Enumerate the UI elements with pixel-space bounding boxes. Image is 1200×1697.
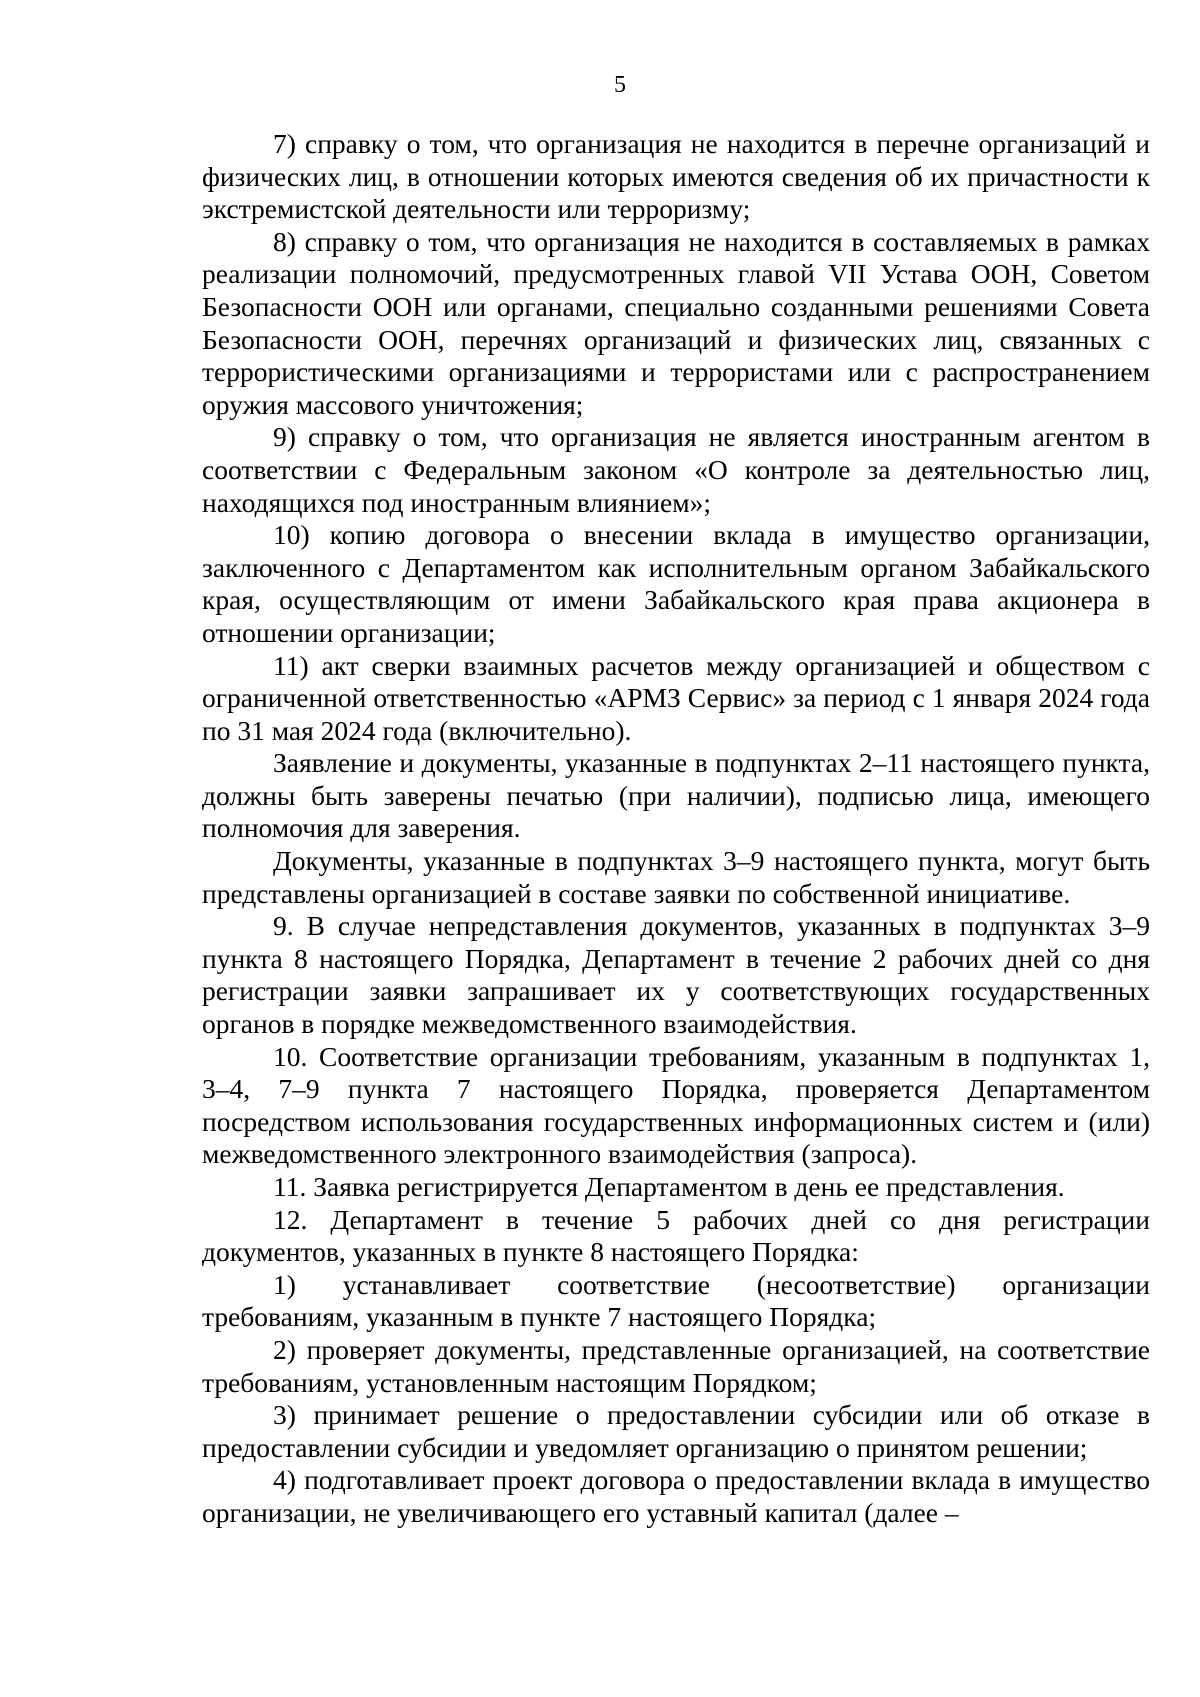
- page-number: 5: [614, 72, 626, 98]
- paragraph-clause-10: 10. Соответствие организации требованиям, указанным в подпунктах 1, 3–4, 7–9 пункта 7 настоящего Порядка, проверяется Департаментом посредством использования государственных информационных систем и (или) межведомственного электронного взаимодействия (запроса).: [202, 1040, 1150, 1170]
- paragraph-clause-9: 9. В случае непредставления документов, указанных в подпунктах 3–9 пункта 8 настоящего Порядка, Департамент в течение 2 рабочих дней со дня регистрации заявки запрашивает их у соответствующих государственных органов в порядке межведомственного взаимодействия.: [202, 910, 1150, 1040]
- paragraph-clause-12: 12. Департамент в течение 5 рабочих дней со дня регистрации документов, указанных в пункте 8 настоящего Порядка:: [202, 1203, 1150, 1268]
- paragraph-item-11: 11) акт сверки взаимных расчетов между организацией и обществом с ограниченной ответственностью «АРМЗ Сервис» за период с 1 января 2024 года по 31 мая 2024 года (включительно).: [202, 649, 1150, 746]
- paragraph-subitem-2: 2) проверяет документы, представленные организацией, на соответствие требованиям, установленным настоящим Порядком;: [202, 1333, 1150, 1398]
- paragraph-subitem-3: 3) принимает решение о предоставлении субсидии или об отказе в предоставлении субсидии и уведомляет организацию о принятом решении;: [202, 1399, 1150, 1463]
- paragraph-certification: Заявление и документы, указанные в подпунктах 2–11 настоящего пункта, должны быть заверены печатью (при наличии), подписью лица, имеющего полномочия для заверения.: [202, 747, 1150, 844]
- document-body: [202, 128, 1150, 1530]
- paragraph-subitem-4: 4) подготавливает проект договора о предоставлении вклада в имущество организации, не увеличивающего его уставный капитал (далее –: [202, 1464, 1150, 1528]
- paragraph-subitem-1: 1) устанавливает соответствие (несоответствие) организации требованиям, указанным в пункте 7 настоящего Порядка;: [202, 1268, 1150, 1333]
- paragraph-item-9: 9) справку о том, что организация не является иностранным агентом в соответствии с Федеральным законом «О контроле за деятельностью лиц, находящихся под иностранным влиянием»;: [202, 421, 1150, 518]
- paragraph-item-7: 7) справку о том, что организация не находится в перечне организаций и физических лиц, в отношении которых имеются сведения об их причастности к экстремистской деятельности или терроризму;: [202, 128, 1150, 225]
- paragraph-item-8: 8) справку о том, что организация не находится в составляемых в рамках реализации полномочий, предусмотренных главой VII Устава ООН, Советом Безопасности ООН или органами, специально созданными решениями Совета Безопасности ООН, перечнях организаций и физических лиц, связанных с террористическими организациями и террористами или с распространением оружия массового уничтожения;: [202, 225, 1150, 420]
- paragraph-clause-11: 11. Заявка регистрируется Департаментом в день ее представления.: [273, 1171, 1065, 1202]
- paragraph-own-initiative: Документы, указанные в подпунктах 3–9 настоящего пункта, могут быть представлены организацией в составе заявки по собственной инициативе.: [202, 845, 1150, 909]
- paragraph-item-10: 10) копию договора о внесении вклада в имущество организации, заключенного с Департаментом как исполнительным органом Забайкальского края, осуществляющим от имени Забайкальского края права акционера в отношении организации;: [202, 519, 1150, 648]
